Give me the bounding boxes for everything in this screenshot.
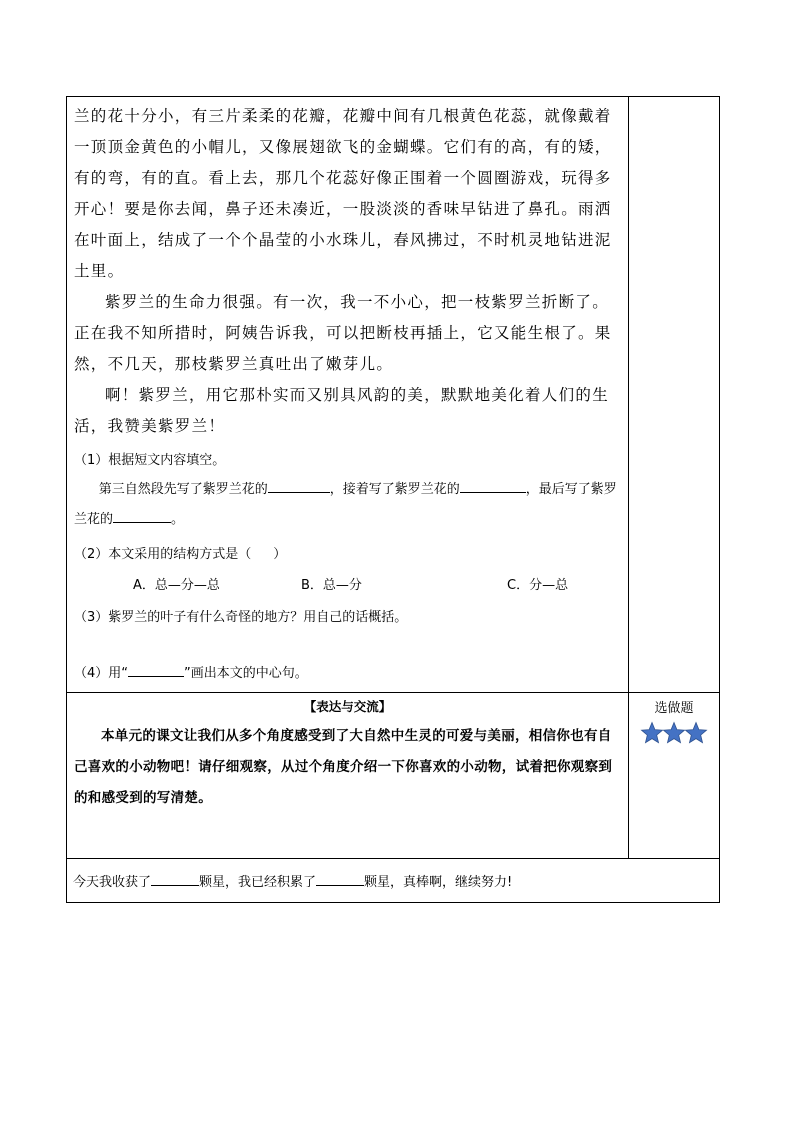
option-a[interactable]: A．总—分—总 <box>133 578 220 593</box>
option-b[interactable]: B．总—分 <box>301 578 362 593</box>
question-4-prompt <box>74 662 622 692</box>
passage-paragraph-1: 兰的花十分小，有三片柔柔的花瓣，花瓣中间有几根黄色花蕊，就像戴着一顶顶金黄色的小帽儿，又像展翅欲飞的金蝴蝶。它们有的高，有的矮，有的弯，有的直。看上去，那几个花蕊好像正围着一个圆圈游戏，玩得多开心！要是你去闻，鼻子还未凑近，一股淡淡的香味早钻进了鼻孔。雨洒在叶面上，结成了一个个晶莹的小水珠儿，春风拂过，不时机灵地钻进泥土里。 <box>74 107 612 280</box>
passage-paragraph-3: 啊！紫罗兰，用它那朴实而又别具风韵的美，默默地美化着人们的生活，我赞美紫罗兰！ <box>74 386 610 435</box>
footer-text-3: 颗星，真棒啊，继续努力! <box>364 875 513 890</box>
worksheet-table <box>66 96 720 903</box>
question-4-text-2: ”画出本文的中心句。 <box>184 666 308 681</box>
passage-paragraph-2: 紫罗兰的生命力很强。有一次，我一不小心，把一枝紫罗兰折断了。正在我不知所措时，阿姨告诉我，可以把断枝再插上，它又能生根了。果然，不几天，那枝紫罗兰真吐出了嫩芽儿。 <box>74 293 612 373</box>
accumulated-stars-blank[interactable] <box>316 871 364 886</box>
footer-text-1: 今天我收获了 <box>73 875 152 890</box>
question-1-prompt: （1）根据短文内容填空。 <box>74 453 226 468</box>
expression-cell <box>67 693 629 859</box>
question-2-options <box>74 576 622 596</box>
footer-text-2: 颗星，我已经积累了 <box>199 875 317 890</box>
question-2-text: （2）本文采用的结构方式是（ <box>74 547 252 562</box>
reading-passage <box>67 97 628 692</box>
worksheet <box>66 96 719 903</box>
star-icon <box>640 721 664 745</box>
optional-label: 选做题 <box>654 701 694 716</box>
answer-blank-1[interactable] <box>268 478 330 493</box>
earned-stars-blank[interactable] <box>151 871 199 886</box>
question-1-text-2: ，接着写了紫罗兰花的 <box>329 482 460 497</box>
question-2-close: ） <box>273 547 287 562</box>
question-1-text-3: ，最后写了紫罗兰花的 <box>74 482 617 527</box>
star-icon <box>684 721 708 745</box>
expression-body: 本单元的课文让我们从多个角度感受到了大自然中生灵的可爱与美丽，相信你也有自己喜欢的小动物吧！请仔细观察，从过个角度介绍一下你喜欢的小动物，试着把你观察到的和感受到的写清楚。 <box>74 728 613 806</box>
answer-blank-4[interactable] <box>128 662 184 677</box>
question-1-text-4: 。 <box>171 512 185 527</box>
reading-row <box>67 97 720 693</box>
star-rating <box>629 721 719 745</box>
expression-title: 【表达与交流】 <box>303 699 392 714</box>
question-4-text-1: （4）用“ <box>74 666 129 681</box>
reading-side-cell <box>629 97 720 693</box>
answer-blank-2[interactable] <box>460 478 526 493</box>
question-1-text-1: 第三自然段先写了紫罗兰花的 <box>98 482 268 497</box>
footer-row <box>67 859 720 903</box>
expression-row <box>67 693 720 859</box>
question-2-prompt <box>74 545 622 565</box>
reading-cell <box>67 97 629 693</box>
expression-side-cell <box>629 693 720 859</box>
question-1-body <box>74 475 622 535</box>
question-3-prompt: （3）紫罗兰的叶子有什么奇怪的地方？用自己的话概括。 <box>74 610 408 625</box>
footer-cell <box>67 859 720 903</box>
star-icon <box>662 721 686 745</box>
answer-blank-3[interactable] <box>113 508 171 523</box>
option-c[interactable]: C．分—总 <box>507 578 569 593</box>
